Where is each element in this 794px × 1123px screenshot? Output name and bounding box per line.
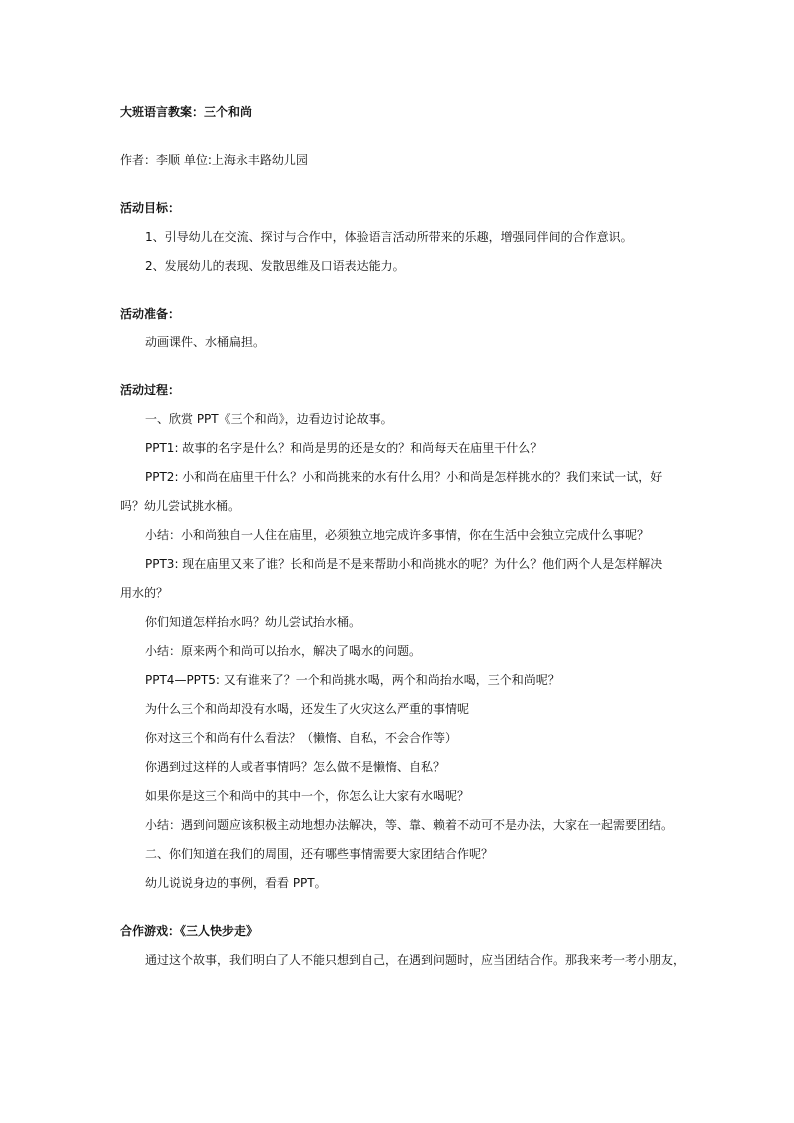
process-line: PPT2: 小和尚在庙里干什么？小和尚挑来的水有什么用？小和尚是怎样挑水的？我们来试一试，好 — [145, 470, 663, 484]
process-line: 二、你们知道在我们的周围，还有哪些事情需要大家团结合作呢？ — [145, 847, 494, 861]
prep-text: 动画课件、水桶扁担。 — [145, 335, 266, 349]
goal-item: 2、发展幼儿的表现、发散思维及口语表达能力。 — [145, 259, 405, 273]
process-line: 你们知道怎样抬水吗？幼儿尝试抬水桶。 — [145, 615, 362, 629]
goals-heading: 活动目标： — [120, 201, 181, 215]
process-line: 你遇到过这样的人或者事情吗？怎么做不是懒惰、自私？ — [145, 760, 446, 774]
process-line: 你对这三个和尚有什么看法？（懒惰、自私，不会合作等） — [145, 731, 458, 745]
author-line: 作者：李顺 单位:上海永丰路幼儿园 — [120, 153, 308, 167]
process-line: 小结：遇到问题应该积极主动地想办法解决，等、靠、赖着不动可不是办法，大家在一起需要团结。 — [145, 818, 674, 832]
goal-item: 1、引导幼儿在交流、探讨与合作中，体验语言活动所带来的乐趣，增强同伴间的合作意识。 — [145, 230, 633, 244]
process-line: 一、欣赏 PPT《三个和尚》，边看边讨论故事。 — [145, 412, 393, 426]
game-text: 通过这个故事，我们明白了人不能只想到自己，在遇到问题时，应当团结合作。那我来考一考小朋友， — [145, 953, 686, 967]
game-heading: 合作游戏：《三人快步走》 — [120, 924, 259, 938]
process-line: 小结：小和尚独自一人住在庙里，必须独立地完成许多事情，你在生活中会独立完成什么事呢？ — [145, 528, 650, 542]
process-line: 如果你是这三个和尚中的其中一个，你怎么让大家有水喝呢？ — [145, 789, 470, 803]
process-line: 幼儿说说身边的事例，看看 PPT。 — [145, 876, 327, 890]
prep-heading: 活动准备： — [120, 307, 181, 321]
process-line: 吗？幼儿尝试挑水桶。 — [120, 499, 241, 513]
process-line: 小结：原来两个和尚可以抬水，解决了喝水的问题。 — [145, 644, 422, 658]
process-heading: 活动过程： — [120, 383, 181, 397]
process-line: PPT3: 现在庙里又来了谁？长和尚是不是来帮助小和尚挑水的呢？为什么？他们两个人是怎样解决 — [145, 557, 663, 571]
process-line: 为什么三个和尚却没有水喝，还发生了火灾这么严重的事情呢 — [145, 702, 470, 716]
process-line: PPT1: 故事的名字是什么？和尚是男的还是女的？和尚每天在庙里干什么？ — [145, 441, 543, 455]
doc-title: 大班语言教案：三个和尚 — [120, 105, 253, 119]
process-line: 用水的？ — [120, 586, 169, 600]
process-line: PPT4—PPT5: 又有谁来了？一个和尚挑水喝，两个和尚抬水喝，三个和尚呢？ — [145, 673, 560, 687]
